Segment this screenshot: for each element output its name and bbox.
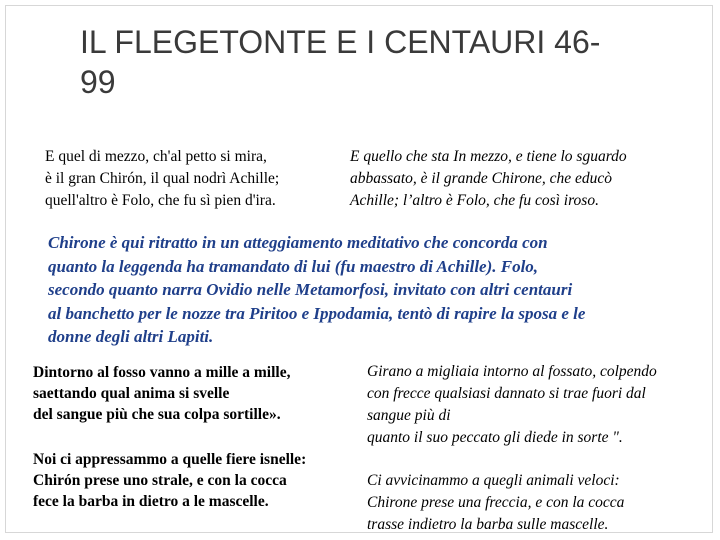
translation-block-2: Girano a migliaia intorno al fossato, colpendo con frecce qualsiasi dannato si trae fuori dal sangue più di quanto il suo peccato gli diede in sorte ". <box>367 363 657 446</box>
original-verse-block-1: E quel di mezzo, ch'al petto si mira, è il gran Chirón, il qual nodrì Achille; quell'altro è Folo, che fu sì pien d'ira. <box>45 148 280 209</box>
commentary-paragraph: Chirone è qui ritratto in un atteggiamento meditativo che concorda con quanto la leggenda ha tramandato di lui (fu maestro di Achille). Folo, secondo quanto narra Ovidio nelle Metamorfosi, invitato con altri centauri al banchetto per le nozze tra Piritoo e Ippodamia, tentò di rapire la sposa e le donne degli altri Lapiti. <box>48 233 586 347</box>
translation-block-3: Ci avvicinammo a quegli animali veloci: Chirone prese una freccia, e con la cocca trasse indietro la barba sulle mascelle. <box>367 472 625 533</box>
original-verse-block-2: Dintorno al fosso vanno a mille a mille, saettando qual anima si svelle del sangue più che sua colpa sortille». <box>33 364 291 423</box>
original-verse-block-3: Noi ci appressammo a quelle fiere isnelle: Chirón prese uno strale, e con la cocca fece la barba in dietro a le mascelle. <box>33 451 307 510</box>
slide-title: IL FLEGETONTE E I CENTAURI 46- 99 <box>80 24 601 100</box>
translation-block-1: E quello che sta In mezzo, e tiene lo sguardo abbassato, è il grande Chirone, che educò Achille; l’altro è Folo, che fu così iroso. <box>350 148 627 209</box>
